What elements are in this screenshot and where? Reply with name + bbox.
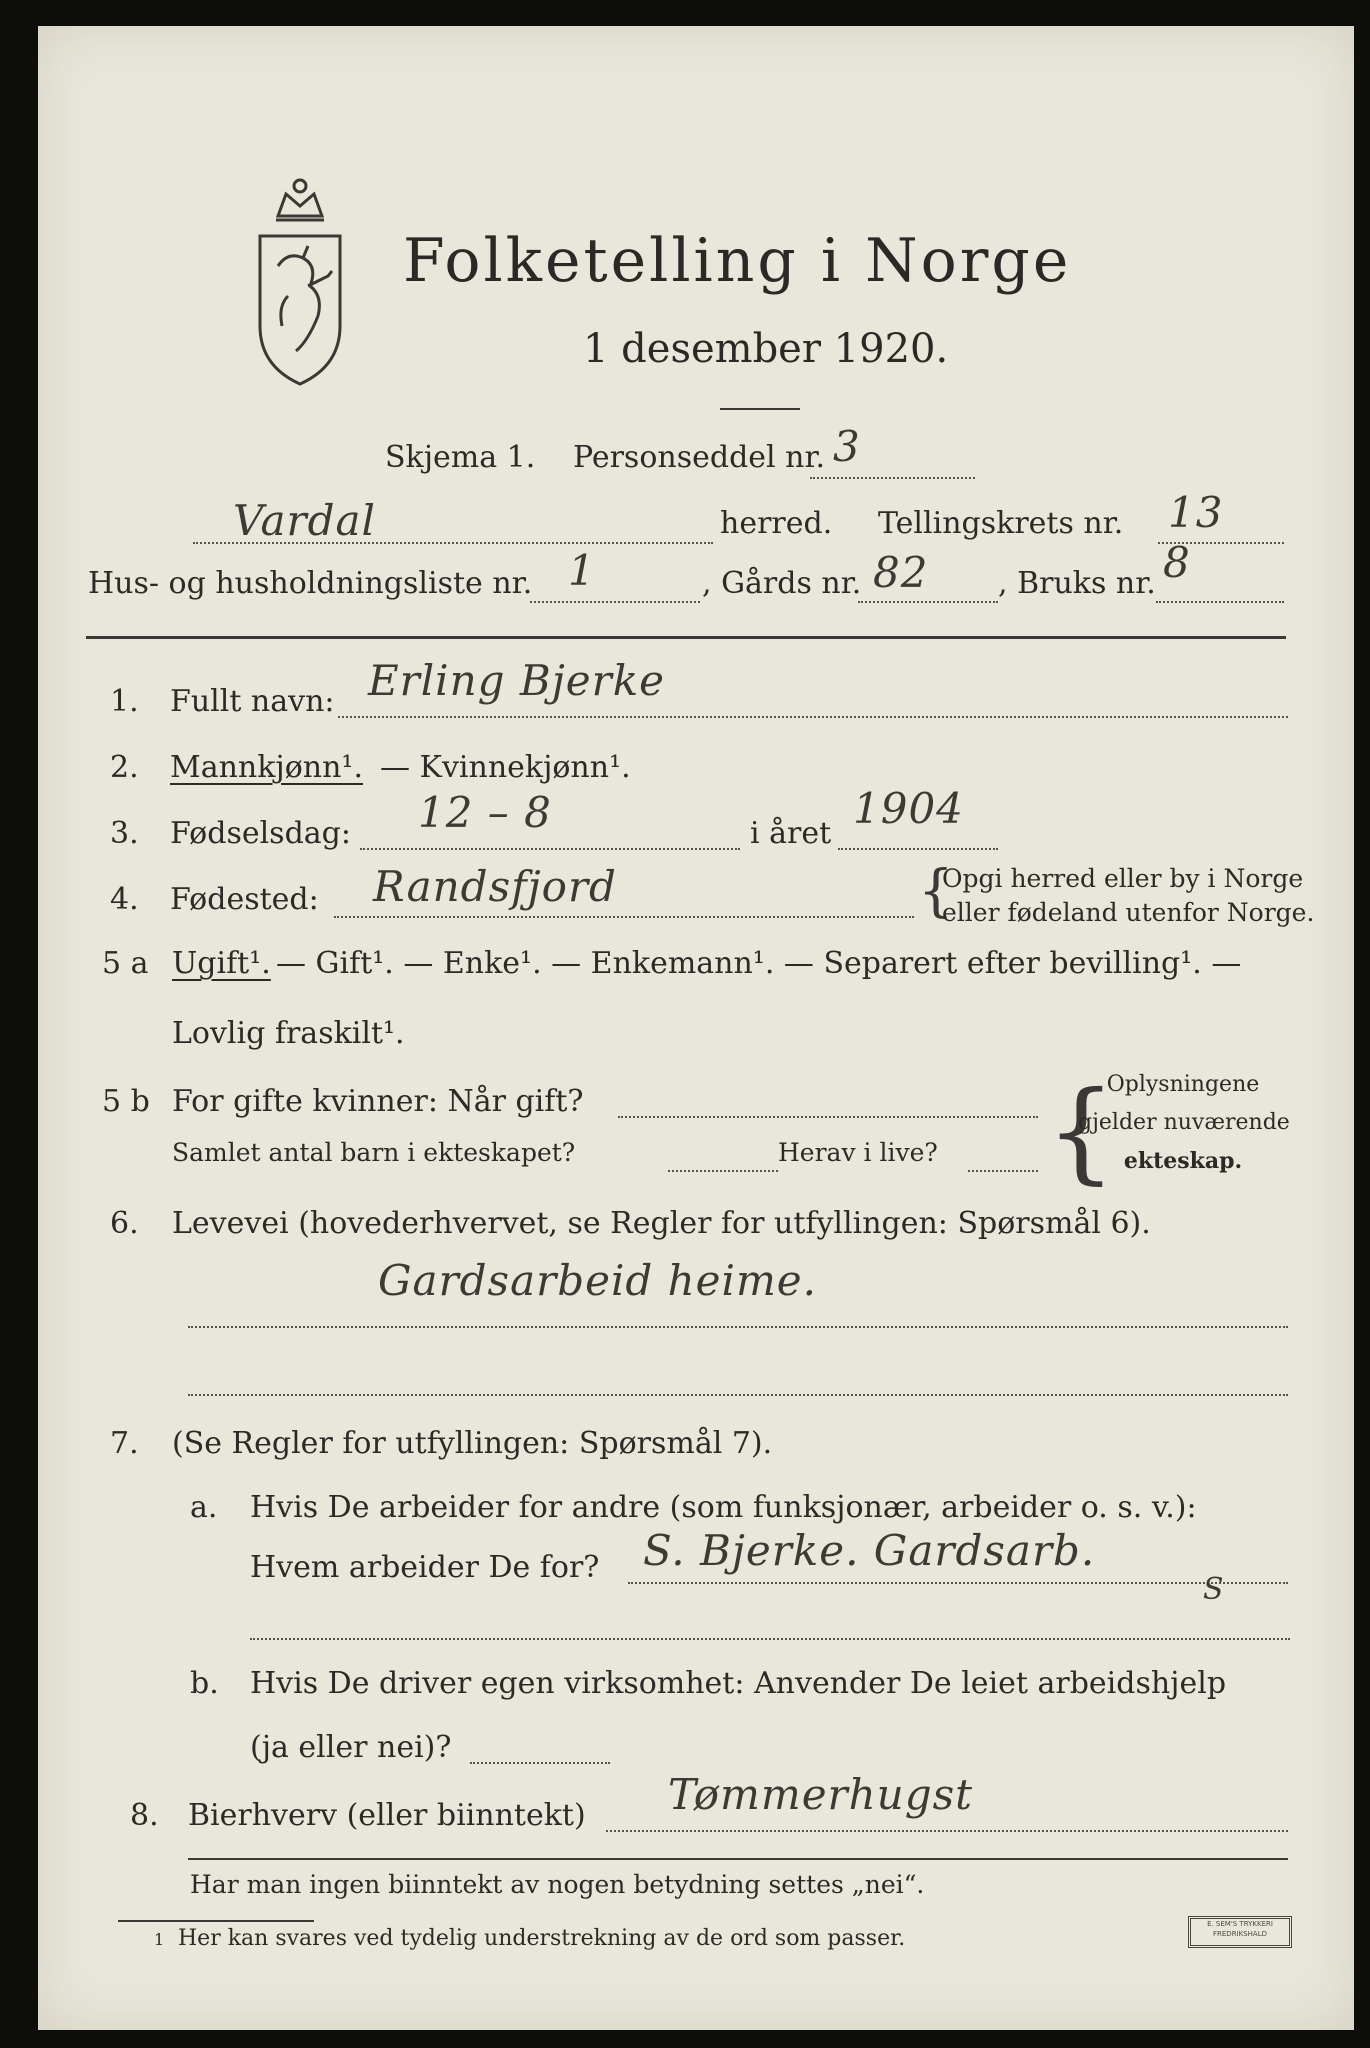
- q3-line: [360, 848, 740, 850]
- herred-value: Vardal: [233, 496, 376, 545]
- q5b-note-line3: ekteskap.: [1123, 1148, 1243, 1174]
- q5a-number: 5 a: [102, 946, 149, 981]
- herred-label: herred.: [720, 506, 833, 541]
- q4-line: [334, 916, 914, 918]
- norway-coat-of-arms-icon: [248, 176, 353, 391]
- census-form-page: [38, 26, 1354, 2030]
- personseddel-line: [810, 477, 975, 479]
- personseddel-label: Personseddel nr.: [573, 440, 826, 475]
- gards-line: [858, 601, 998, 603]
- q1-value: Erling Bjerke: [368, 656, 666, 705]
- q4-label: Fødested:: [170, 882, 319, 917]
- gards-value: 82: [873, 548, 929, 597]
- bruks-label: , Bruks nr.: [998, 566, 1156, 601]
- q3-year-value: 1904: [853, 784, 964, 833]
- q5b-number: 5 b: [102, 1084, 150, 1119]
- q5b-note-line1: Oplysningene: [1106, 1072, 1260, 1097]
- q2-number: 2.: [110, 750, 139, 785]
- q4-number: 4.: [110, 882, 139, 917]
- q7a-line2: [250, 1638, 1290, 1640]
- q4-value: Randsfjord: [373, 862, 617, 911]
- q7a-value: S. Bjerke. Gardsarb.: [643, 1526, 1096, 1575]
- q7b-letter: b.: [190, 1666, 219, 1701]
- title-divider: [720, 408, 800, 410]
- footnote-text: Her kan svares ved tydelig understrekning av de ord som passer.: [178, 1926, 906, 1951]
- q2-option-male: Mannkjønn¹.: [170, 750, 363, 785]
- q1-number: 1.: [110, 684, 139, 719]
- q5b-label-children: Samlet antal barn i ekteskapet?: [172, 1138, 576, 1167]
- q8-label: Bierhverv (eller biinntekt): [188, 1798, 586, 1833]
- q3-label: Fødselsdag:: [170, 816, 351, 851]
- q3-value: 12 – 8: [418, 788, 552, 837]
- q5b-label-married: For gifte kvinner: Når gift?: [172, 1084, 584, 1119]
- q4-note-line2: eller fødeland utenfor Norge.: [942, 898, 1315, 927]
- q3-year-line: [838, 848, 998, 850]
- q1-label: Fullt navn:: [170, 684, 335, 719]
- q6-value: Gardsarbeid heime.: [378, 1256, 818, 1305]
- q6-label: Levevei (hovederhvervet, se Regler for utfyllingen: Spørsmål 6).: [172, 1206, 1151, 1241]
- tellingskrets-label: Tellingskrets nr.: [878, 506, 1124, 541]
- q7a-value-extra: S: [1203, 1572, 1225, 1607]
- header-divider: [86, 636, 1286, 639]
- footnote-divider: [118, 1920, 314, 1922]
- q1-line: [338, 716, 1288, 718]
- q7b-line: [470, 1762, 610, 1764]
- q5b-label-alive: Herav i live?: [778, 1138, 938, 1167]
- husholdning-line: [530, 601, 700, 603]
- gards-label: , Gårds nr.: [702, 566, 862, 601]
- q4-note-brace: {: [918, 859, 954, 924]
- q8-number: 8.: [130, 1798, 159, 1833]
- q3-year-label: i året: [750, 816, 832, 851]
- q5a-line2: Lovlig fraskilt¹.: [172, 1016, 405, 1051]
- q7a-letter: a.: [190, 1490, 218, 1525]
- q5a-option-ugift: Ugift¹.: [172, 946, 271, 981]
- q2-option-female: — Kvinnekjønn¹.: [380, 750, 631, 785]
- q8-line: [606, 1830, 1288, 1832]
- husholdning-label: Hus- og husholdningsliste nr.: [88, 566, 533, 601]
- footer-divider: [188, 1858, 1288, 1860]
- husholdning-value: 1: [568, 546, 596, 595]
- q6-line1: [188, 1326, 1288, 1328]
- q7-number: 7.: [110, 1426, 139, 1461]
- form-title: Folketelling i Norge: [403, 226, 1072, 296]
- q5a-options: — Gift¹. — Enke¹. — Enkemann¹. — Separert efter bevilling¹. —: [276, 946, 1242, 981]
- schema-label: Skjema 1.: [385, 440, 536, 475]
- q8-value: Tømmerhugst: [668, 1770, 974, 1819]
- q6-line2: [188, 1394, 1288, 1396]
- q5b-children-line: [668, 1170, 778, 1172]
- bruks-value: 8: [1163, 538, 1191, 587]
- personseddel-value: 3: [833, 422, 861, 471]
- footnote-mark: 1: [154, 1930, 165, 1949]
- q7b-label2: (ja eller nei)?: [250, 1730, 452, 1765]
- bruks-line: [1156, 601, 1284, 603]
- footer-hint: Har man ingen biinntekt av nogen betydning settes „nei“.: [190, 1870, 925, 1899]
- form-date: 1 desember 1920.: [583, 326, 949, 372]
- q6-number: 6.: [110, 1206, 139, 1241]
- printer-stamp: E. SEM'S TRYKKERI FREDRIKSHALD: [1188, 1916, 1292, 1948]
- q5b-alive-line: [968, 1170, 1038, 1172]
- q7b-label1: Hvis De driver egen virksomhet: Anvender De leiet arbeidshjelp: [250, 1666, 1227, 1701]
- q5b-note-brace: {: [1046, 1067, 1116, 1195]
- tellingskrets-value: 13: [1168, 488, 1224, 537]
- q4-note-line1: Opgi herred eller by i Norge: [942, 864, 1304, 893]
- herred-line: [193, 542, 713, 544]
- q7a-label2: Hvem arbeider De for?: [250, 1550, 600, 1585]
- q7a-label1: Hvis De arbeider for andre (som funksjonær, arbeider o. s. v.):: [250, 1490, 1197, 1525]
- q7-label: (Se Regler for utfyllingen: Spørsmål 7).: [172, 1426, 773, 1461]
- q5b-married-line: [618, 1116, 1038, 1118]
- q3-number: 3.: [110, 816, 139, 851]
- q7a-line: [628, 1582, 1288, 1584]
- q5b-note-line2: gjelder nuværende: [1078, 1110, 1290, 1135]
